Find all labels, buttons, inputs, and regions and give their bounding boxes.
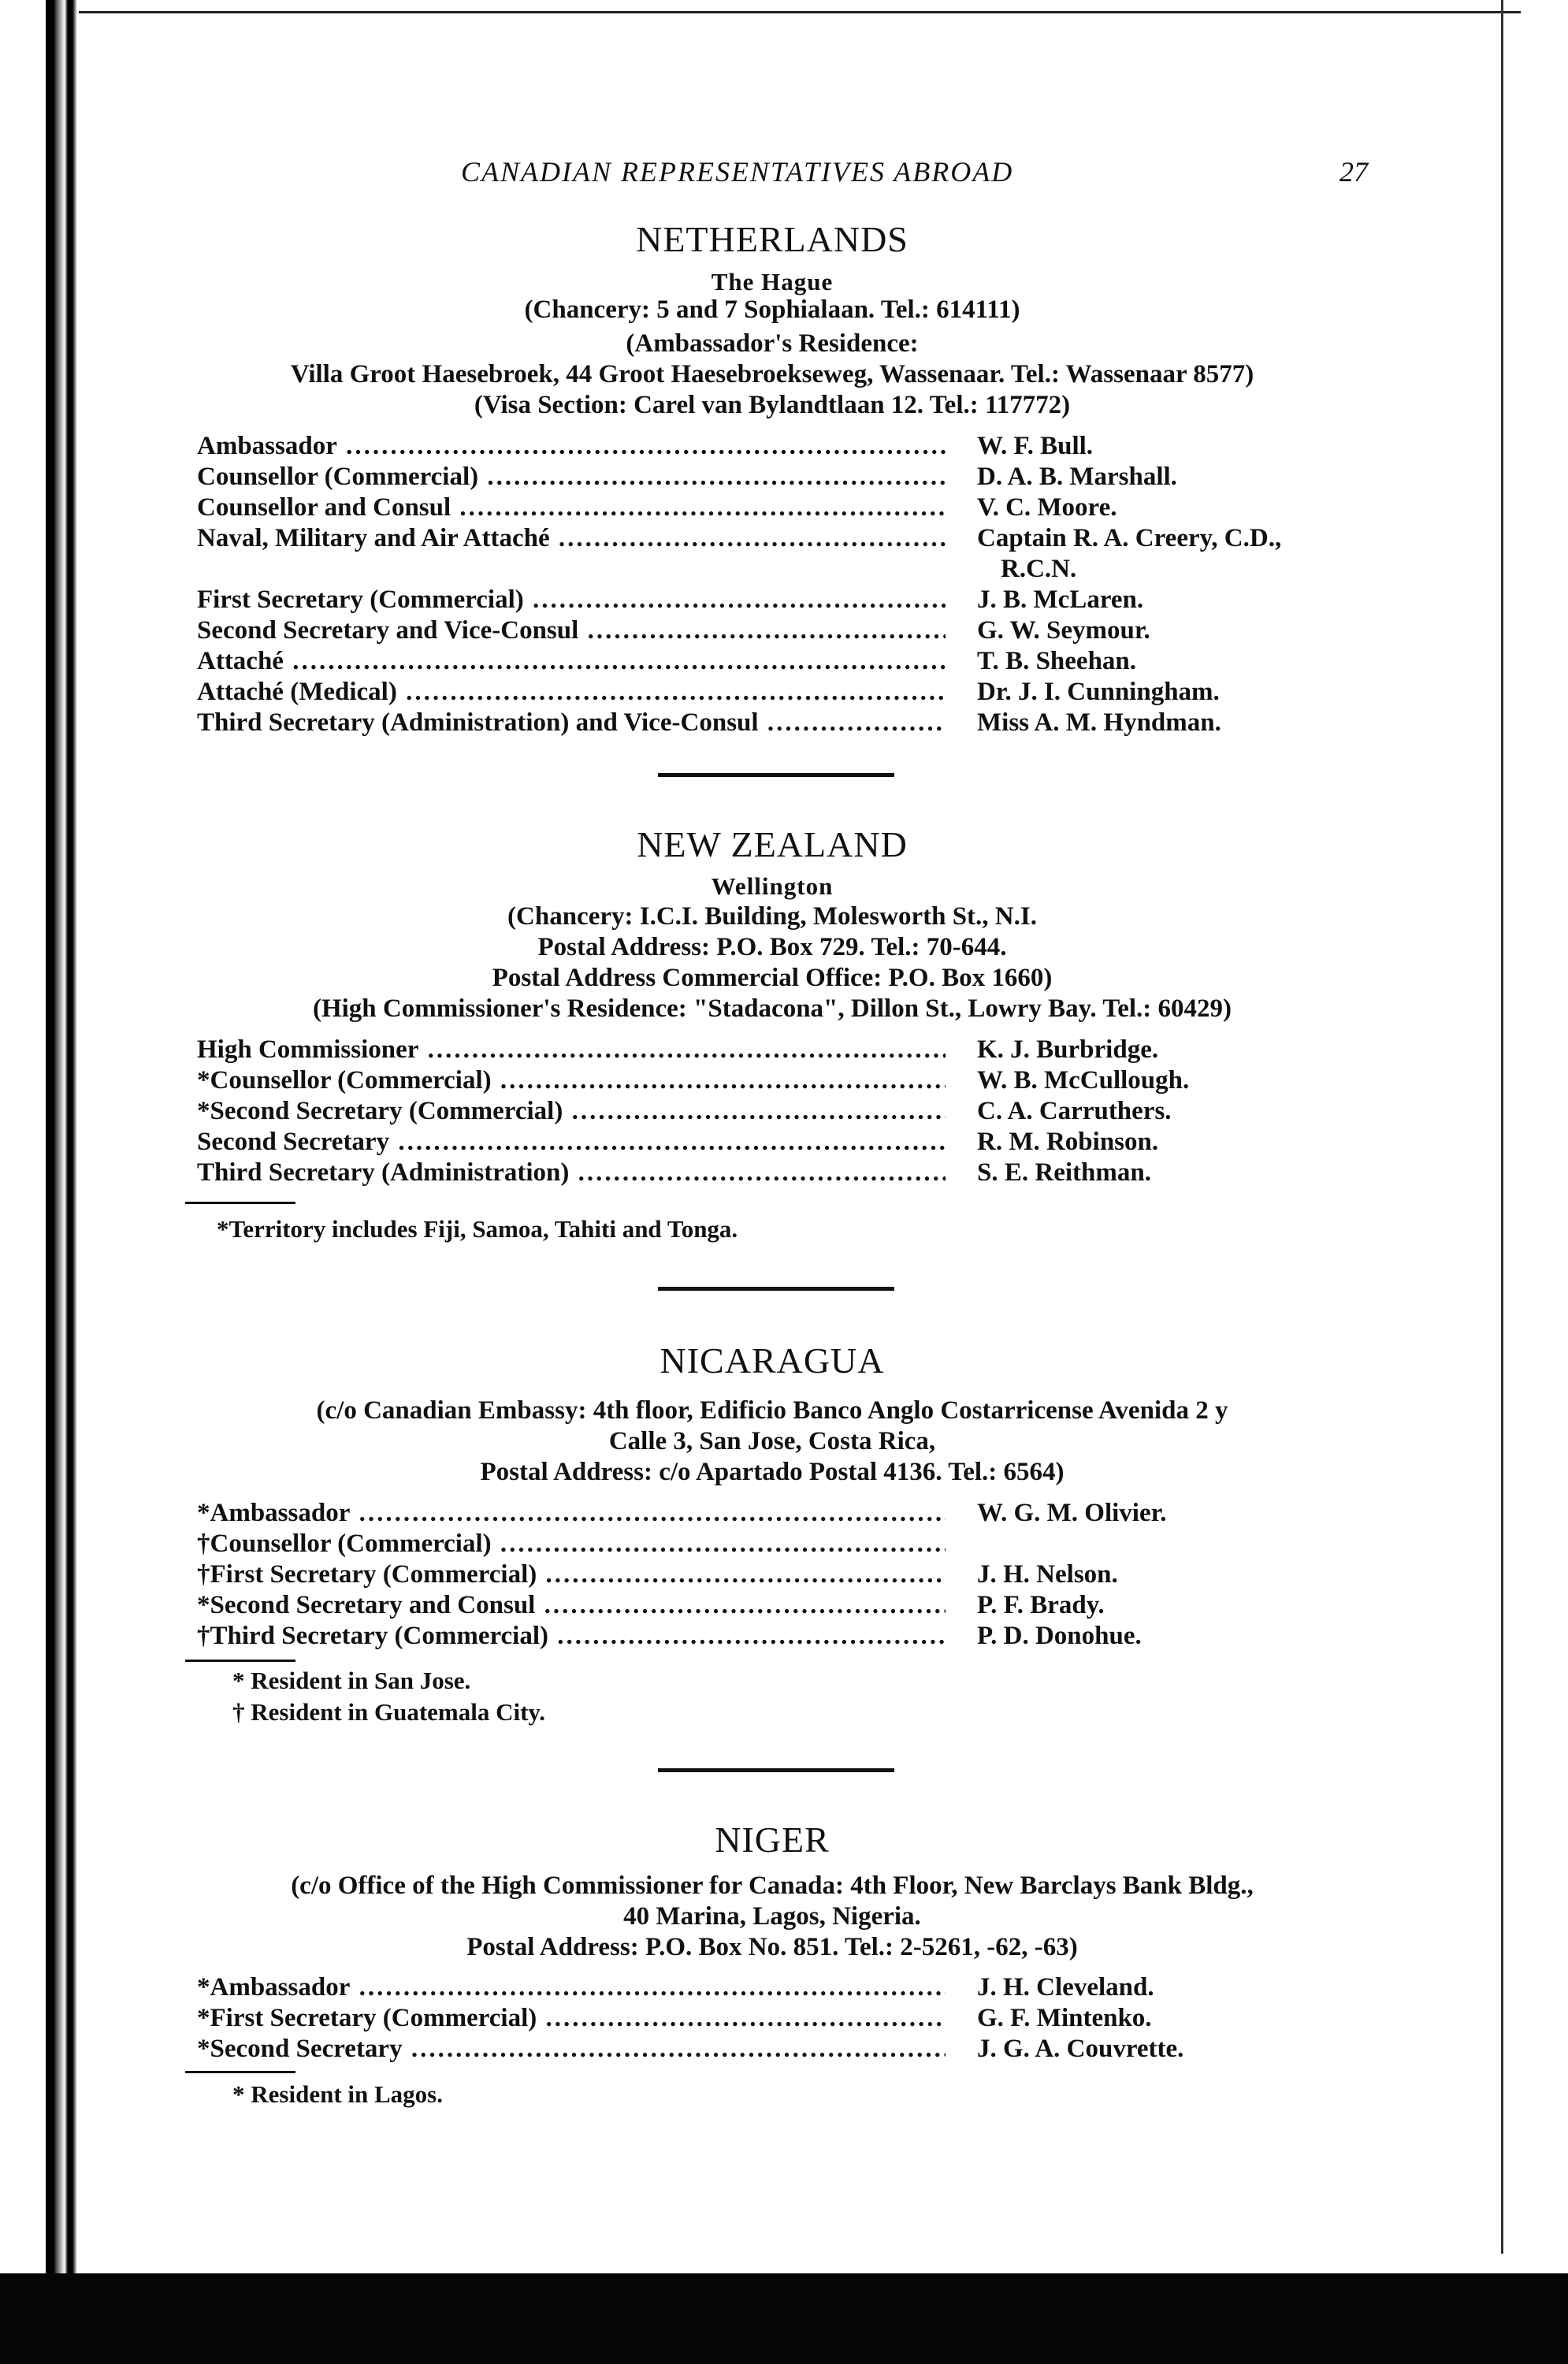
staff-row	[197, 678, 1339, 709]
staff-title: High Commissioner .....	[197, 1035, 946, 1065]
footnote-rule	[185, 2071, 295, 2073]
address-line: Calle 3, San Jose, Costa Rica,	[608, 1427, 936, 1455]
staff-row	[197, 1591, 1339, 1622]
staff-title: *First Secretary (Commercial) .....	[197, 2004, 946, 2033]
staff-title: *Second Secretary and Consul .....	[197, 1591, 946, 1620]
staff-title: *Ambassador .....	[197, 1973, 946, 2002]
staff-name-continuation: R.C.N.	[1001, 555, 1077, 583]
staff-row	[197, 463, 1339, 494]
address-line: Postal Address: c/o Apartado Postal 4136. Tel.: 6564)	[480, 1458, 1065, 1486]
footnote: *Territory includes Fiji, Samoa, Tahiti and Tonga.	[217, 1215, 738, 1243]
footnote: * Resident in San Jose.	[232, 1667, 471, 1694]
scan-top-edge	[79, 11, 1521, 13]
staff-title: †First Secretary (Commercial) .....	[197, 1560, 946, 1589]
staff-name: P. F. Brady.	[977, 1591, 1105, 1619]
country-title-netherlands: NETHERLANDS	[636, 219, 908, 259]
staff-name: W. B. McCullough.	[977, 1066, 1190, 1095]
staff-title: Second Secretary and Vice-Consul .....	[197, 616, 946, 645]
address-line: (Chancery: I.C.I. Building, Molesworth St., N.I.	[507, 902, 1037, 931]
staff-row	[197, 493, 1339, 525]
staff-row	[197, 708, 1339, 740]
staff-name: J. B. McLaren.	[977, 585, 1144, 614]
staff-name: S. E. Reithman.	[977, 1158, 1151, 1187]
staff-row	[197, 1097, 1339, 1128]
staff-title: Third Secretary (Administration) .....	[197, 1158, 946, 1188]
staff-name: K. J. Burbridge.	[977, 1035, 1159, 1064]
staff-row	[197, 1499, 1339, 1530]
address-line: 40 Marina, Lagos, Nigeria.	[623, 1902, 921, 1931]
staff-row	[197, 2004, 1339, 2035]
section-divider	[658, 1287, 894, 1291]
country-title-niger: NIGER	[715, 1819, 830, 1860]
city-wellington: Wellington	[711, 872, 834, 900]
staff-title: First Secretary (Commercial) .....	[197, 585, 946, 615]
staff-title: *Counsellor (Commercial) .....	[197, 1066, 946, 1095]
staff-name: J. H. Nelson.	[977, 1560, 1118, 1589]
footnote-rule	[185, 1660, 295, 1662]
country-title-nicaragua: NICARAGUA	[660, 1340, 885, 1381]
staff-title: †Counsellor (Commercial) .....	[197, 1530, 946, 1559]
staff-title: Counsellor (Commercial) .....	[197, 463, 946, 492]
staff-title: Attaché .....	[197, 647, 946, 676]
staff-name: C. A. Carruthers.	[977, 1097, 1172, 1125]
staff-title: Counsellor and Consul .....	[197, 493, 946, 522]
city-the-hague: The Hague	[711, 268, 834, 296]
address-line: (Visa Section: Carel van Bylandtlaan 12. Tel.: 117772)	[474, 391, 1071, 419]
staff-name: J. G. A. Couvrette.	[977, 2035, 1184, 2063]
staff-name: Miss A. M. Hyndman.	[977, 708, 1221, 737]
staff-title: Ambassador .....	[197, 432, 946, 461]
staff-row	[197, 1560, 1339, 1592]
staff-row	[197, 647, 1339, 678]
section-divider	[658, 773, 894, 777]
staff-name: T. B. Sheehan.	[977, 647, 1137, 675]
address-line: Villa Groot Haesebroek, 44 Groot Haesebroekseweg, Wassenaar. Tel.: Wassenaar 8577)	[290, 360, 1254, 388]
address-line: (c/o Canadian Embassy: 4th floor, Edificio Banco Anglo Costarricense Avenida 2 y	[316, 1396, 1228, 1425]
address-line: (Ambassador's Residence:	[626, 329, 919, 358]
address-line: (Chancery: 5 and 7 Sophialaan. Tel.: 614111)	[524, 296, 1020, 324]
footnote: † Resident in Guatemala City.	[232, 1698, 545, 1726]
running-head: CANADIAN REPRESENTATIVES ABROAD	[461, 156, 1014, 188]
staff-row	[197, 1066, 1339, 1098]
staff-name: G. W. Seymour.	[977, 616, 1150, 645]
staff-name: V. C. Moore.	[977, 493, 1117, 522]
staff-row	[197, 2035, 1339, 2066]
address-line: Postal Address Commercial Office: P.O. Box 1660)	[492, 964, 1053, 992]
staff-row	[197, 524, 1339, 556]
staff-title: *Ambassador .....	[197, 1499, 946, 1528]
scan-bottom-band	[0, 2273, 1568, 2364]
staff-row	[197, 1128, 1339, 1159]
staff-title: †Third Secretary (Commercial) .....	[197, 1622, 946, 1651]
staff-name: D. A. B. Marshall.	[977, 463, 1177, 491]
staff-row	[197, 616, 1339, 648]
footnote-rule	[185, 1202, 295, 1204]
staff-name: R. M. Robinson.	[977, 1128, 1159, 1156]
staff-name: Dr. J. I. Cunningham.	[977, 678, 1220, 706]
staff-row-continuation	[197, 555, 1339, 586]
address-line: (c/o Office of the High Commissioner for Canada: 4th Floor, New Barclays Bank Bldg.,	[291, 1872, 1254, 1900]
staff-name: W. G. M. Olivier.	[977, 1499, 1167, 1527]
staff-name: G. F. Mintenko.	[977, 2004, 1152, 2032]
staff-title: *Second Secretary (Commercial) .....	[197, 1097, 946, 1126]
footnote: * Resident in Lagos.	[232, 2080, 443, 2108]
address-line: Postal Address: P.O. Box No. 851. Tel.: 2-5261, -62, -63)	[466, 1933, 1078, 1961]
country-title-new-zealand: NEW ZEALAND	[637, 824, 908, 864]
page-number: 27	[1339, 156, 1368, 188]
address-line: Postal Address: P.O. Box 729. Tel.: 70-644.	[537, 933, 1007, 961]
staff-row	[197, 1530, 1339, 1561]
staff-row	[197, 1158, 1339, 1190]
section-divider	[658, 1768, 894, 1772]
staff-name: W. F. Bull.	[977, 432, 1094, 460]
staff-name: J. H. Cleveland.	[977, 1973, 1154, 2002]
staff-row	[197, 1973, 1339, 2005]
staff-title: Naval, Military and Air Attaché .....	[197, 524, 946, 553]
staff-row	[197, 432, 1339, 463]
staff-row	[197, 585, 1339, 617]
staff-title: *Second Secretary .....	[197, 2035, 946, 2064]
staff-name: Captain R. A. Creery, C.D.,	[977, 524, 1282, 552]
staff-row	[197, 1622, 1339, 1653]
staff-title: Second Secretary .....	[197, 1128, 946, 1157]
staff-title: Attaché (Medical) .....	[197, 678, 946, 707]
staff-row	[197, 1035, 1339, 1067]
staff-name: P. D. Donohue.	[977, 1622, 1142, 1650]
address-line: (High Commissioner's Residence: "Stadacona", Dillon St., Lowry Bay. Tel.: 60429)	[312, 994, 1232, 1023]
staff-title: Third Secretary (Administration) and Vice-Consul .....	[197, 708, 946, 738]
